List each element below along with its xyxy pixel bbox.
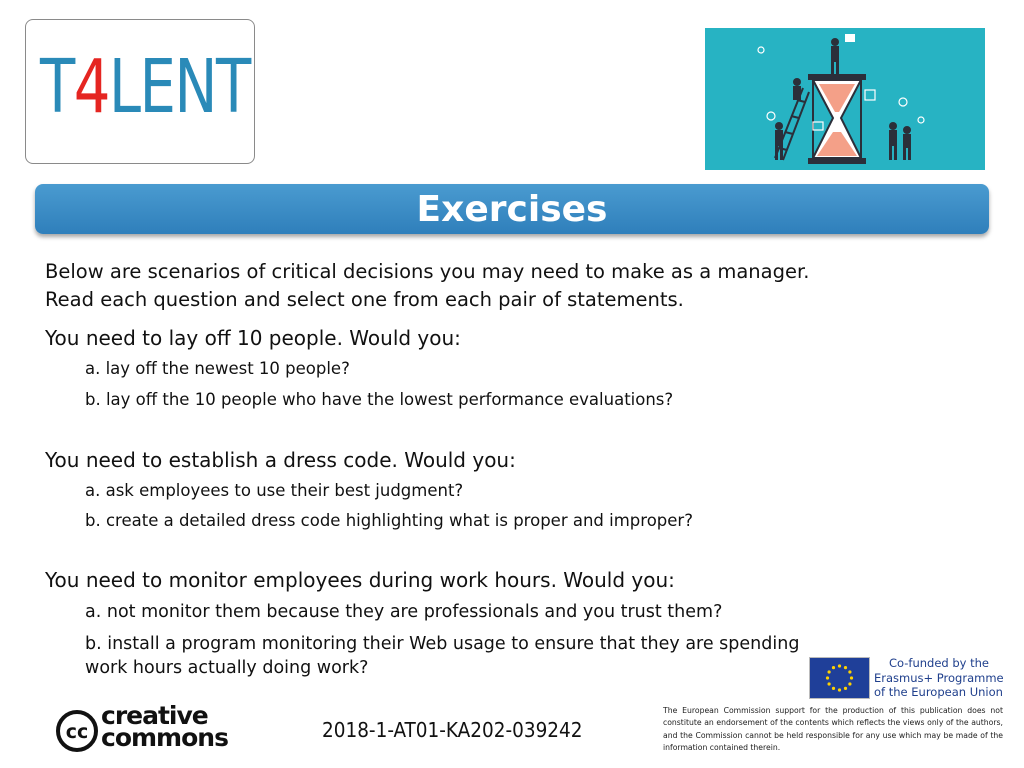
intro-text	[45, 258, 1005, 314]
cc-line-1: creative	[101, 701, 208, 730]
question-1-option-b: b. lay off the 10 people who have the lowest performance evaluations?	[85, 390, 674, 409]
eu-cofunded-text: Co-funded by the Erasmus+ Programme of the European Union	[874, 656, 1004, 699]
title-banner	[35, 184, 989, 234]
question-1: You need to lay off 10 people. Would you:	[45, 326, 461, 350]
question-2-option-a: a. ask employees to use their best judgment?	[85, 481, 464, 500]
question-1-option-a: a. lay off the newest 10 people?	[85, 359, 350, 378]
svg-text:cc: cc	[65, 721, 89, 743]
question-2: You need to establish a dress code. Would you:	[45, 448, 516, 472]
cc-line-2: commons	[101, 723, 228, 752]
question-3: You need to monitor employees during work hours. Would you:	[45, 568, 675, 592]
intro-line-1: Below are scenarios of critical decisions you may need to make as a manager.	[45, 260, 810, 283]
question-2-option-b: b. create a detailed dress code highlighting what is proper and improper?	[85, 511, 693, 530]
hourglass-illustration	[705, 28, 985, 170]
question-3-option-a: a. not monitor them because they are professionals and you trust them?	[85, 602, 723, 622]
intro-line-2: Read each question and select one from each pair of statements.	[45, 288, 684, 311]
t4lent-logo	[25, 19, 255, 164]
question-3-option-b-continued: work hours actually doing work?	[85, 658, 369, 678]
logo-wordmark: T4LENT	[40, 44, 250, 130]
page-title: Exercises	[416, 188, 608, 230]
eu-disclaimer: The European Commission support for the production of this publication does not constitute an endorsement of the contents which reflects the views only of the authors, and the Commission cannot be held responsible for any use which may be made of the information contained therein.	[663, 706, 1003, 753]
eu-flag-icon	[809, 657, 870, 699]
creative-commons-logo	[55, 701, 255, 756]
project-code: 2018-1-AT01-KA202-039242	[322, 718, 583, 742]
question-3-option-b: b. install a program monitoring their Web usage to ensure that they are spending	[85, 634, 800, 654]
